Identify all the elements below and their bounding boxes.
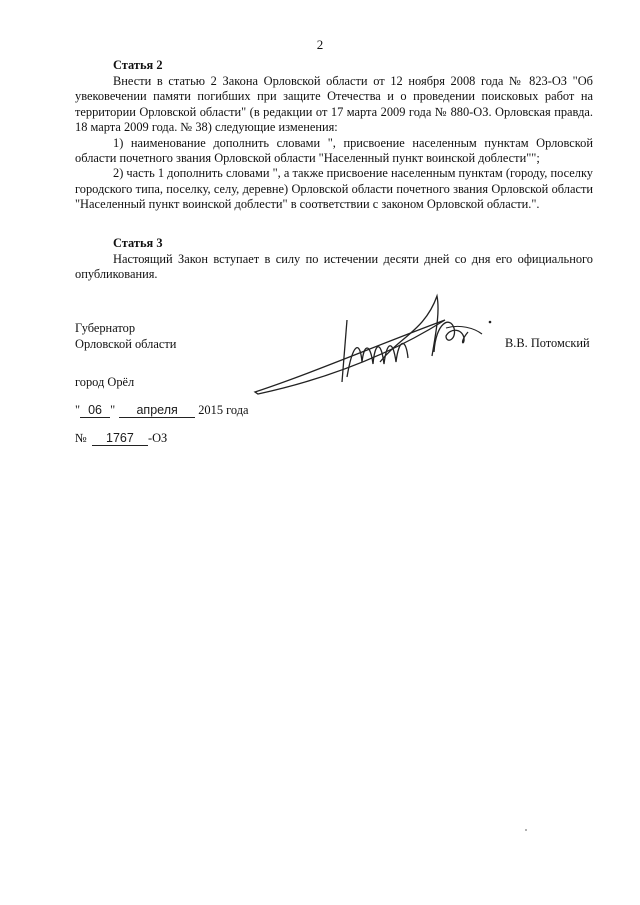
article-2-heading: Статья 2 <box>113 58 163 72</box>
date-month: апреля <box>119 404 195 418</box>
date-open-quote: " <box>75 403 81 417</box>
law-number: 1767 <box>92 432 148 446</box>
signer-position-line-2: Орловской области <box>75 337 177 351</box>
article-3-body <box>75 252 593 283</box>
article-2-item-2: 2) часть 1 дополнить словами ", а также присвоение населенным пунктам (городу, поселку городского типа, поселку, селу, деревне) Орловской области почетного звания Орловской области "Населенный пункт воинской доблести" в соответствии с законом Орловской области.". <box>75 166 593 212</box>
page-number: 2 <box>316 37 324 52</box>
article-2-item-1: 1) наименование дополнить словами ", присвоение населенным пунктам Орловской области почетного звания Орловской области "Населенный пункт воинской доблести""; <box>75 135 593 166</box>
date-day: 06 <box>80 404 110 418</box>
date-line <box>75 403 249 418</box>
city: город Орёл <box>75 375 135 389</box>
date-year: 2015 года <box>198 403 249 417</box>
article-2-intro: Внести в статью 2 Закона Орловской области от 12 ноября 2008 года № 823-ОЗ "Об увековечении памяти погибших при защите Отечества и о проведении поисковых работ на территории Орловской области" (в редакции от 17 марта 2009 года № 880-ОЗ. Орловская правда. 18 марта 2009 года. № 38) следующие изменения: <box>75 74 593 135</box>
law-number-prefix: № <box>75 431 87 445</box>
scan-speck <box>525 829 527 831</box>
law-number-suffix: -ОЗ <box>147 431 168 445</box>
article-3-heading: Статья 3 <box>113 236 163 250</box>
law-number-line <box>75 431 167 446</box>
article-2-body <box>75 74 593 213</box>
signer-name: В.В. Потомский <box>505 336 590 350</box>
article-3-text: Настоящий Закон вступает в силу по истечении десяти дней со дня его официального опубликования. <box>75 252 593 282</box>
date-close-quote: " <box>110 403 116 417</box>
signer-position-line-1: Губернатор <box>75 321 136 335</box>
handwritten-signature <box>250 282 510 402</box>
